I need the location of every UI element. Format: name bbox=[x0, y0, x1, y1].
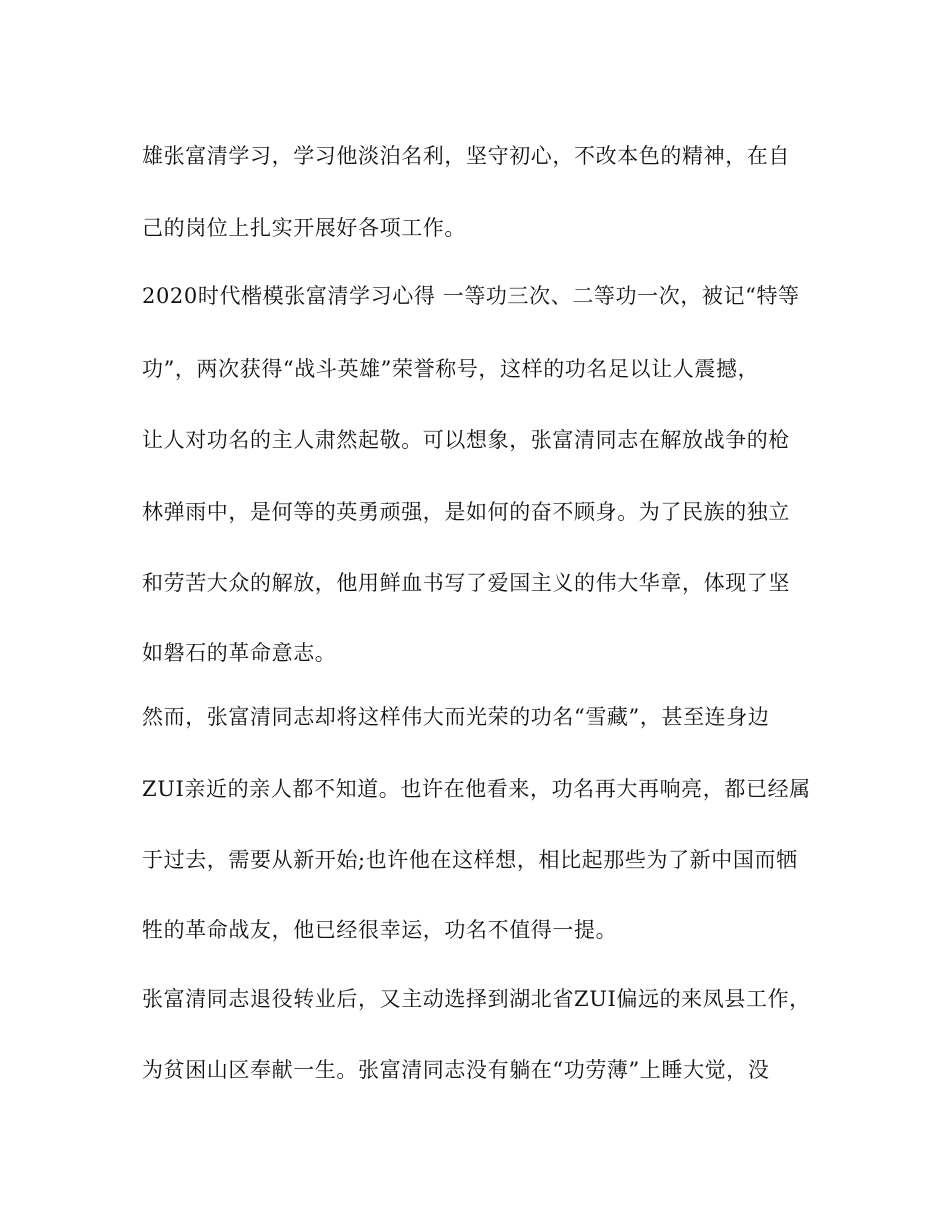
text-line: 林弹雨中，是何等的英勇顽强，是如何的奋不顾身。为了民族的独立 bbox=[142, 500, 790, 524]
text-line: 然而，张富清同志却将这样伟大而光荣的功名“雪藏”，甚至连身边 bbox=[142, 705, 770, 729]
text-line: 己的岗位上扎实开展好各项工作。 bbox=[142, 216, 466, 240]
text-line: 张富清同志退役转业后，又主动选择到湖北省ZUI偏远的来凤县工作， bbox=[142, 987, 811, 1011]
text-line: 和劳苦大众的解放，他用鲜血书写了爱国主义的伟大华章，体现了坚 bbox=[142, 571, 790, 595]
text-line: 如磐石的革命意志。 bbox=[142, 641, 337, 665]
text-line: 2020时代楷模张富清学习心得 一等功三次、二等功一次，被记“特等 bbox=[142, 284, 800, 308]
text-line: ZUI亲近的亲人都不知道。也许在他看来，功名再大再响亮，都已经属 bbox=[142, 777, 811, 801]
text-line: 功”，两次获得“战斗英雄”荣誉称号，这样的功名足以让人震撼， bbox=[142, 357, 760, 381]
text-line: 雄张富清学习，学习他淡泊名利，坚守初心，不改本色的精神，在自 bbox=[142, 144, 790, 168]
text-line: 让人对功名的主人肃然起敬。可以想象，张富清同志在解放战争的枪 bbox=[142, 428, 790, 452]
text-line: 牲的革命战友，他已经很幸运，功名不值得一提。 bbox=[142, 918, 618, 942]
text-line: 于过去，需要从新开始;也许他在这样想，相比起那些为了新中国而牺 bbox=[142, 848, 798, 872]
text-line: 为贫困山区奉献一生。张富清同志没有躺在“功劳薄”上睡大觉，没 bbox=[142, 1058, 770, 1082]
